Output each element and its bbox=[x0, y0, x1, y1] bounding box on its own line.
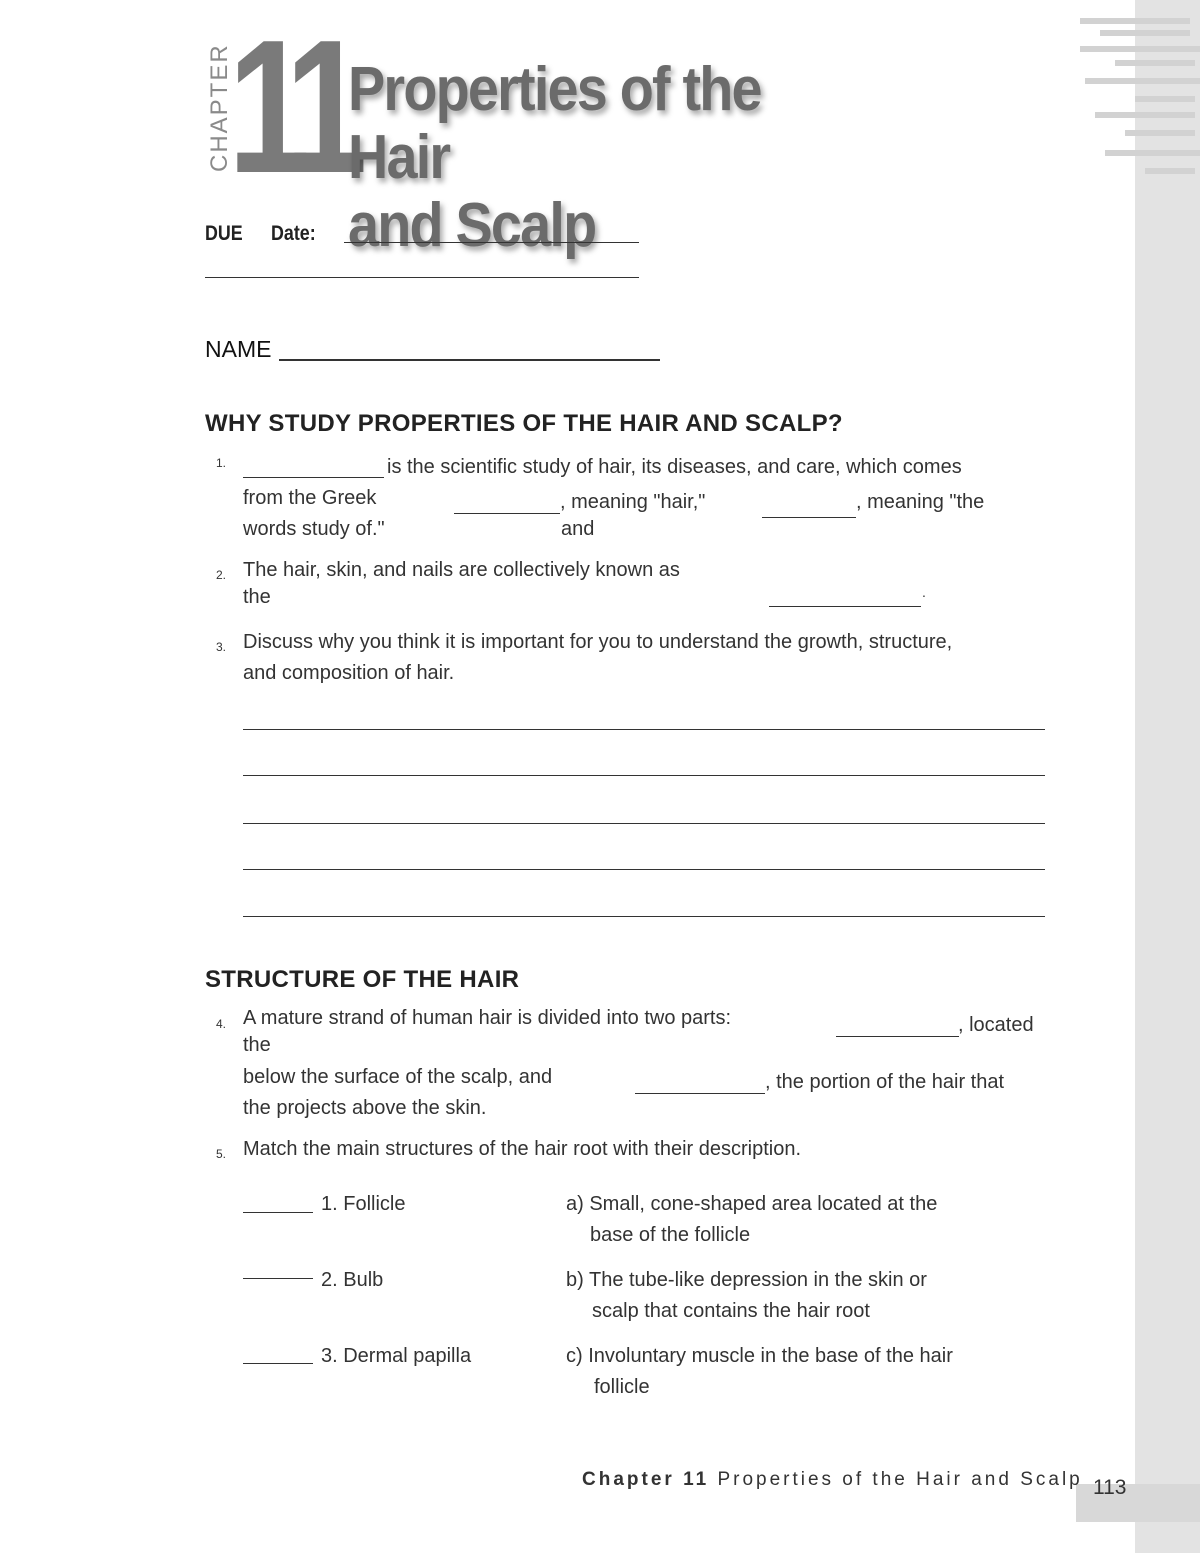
q4-line2: the bbox=[243, 1034, 271, 1056]
match-blank-1[interactable] bbox=[243, 1212, 313, 1213]
chapter-label: CHAPTER bbox=[206, 43, 233, 172]
q3-answer-line[interactable] bbox=[243, 916, 1045, 917]
q1-line2a: from the Greek bbox=[243, 487, 377, 509]
q3-line1: Discuss why you think it is important for you to understand the growth, structure, bbox=[243, 631, 953, 653]
date-field-line[interactable] bbox=[344, 242, 639, 243]
match-blank-3[interactable] bbox=[243, 1363, 313, 1364]
q1-blank-2[interactable] bbox=[454, 513, 560, 514]
footer-chapter-label: Chapter 11 bbox=[582, 1469, 710, 1490]
section-heading-why-study: WHY STUDY PROPERTIES OF THE HAIR AND SCALP? bbox=[205, 410, 843, 437]
q4-line1-end: , located bbox=[958, 1014, 1034, 1036]
q4-line3a: below the surface of the scalp, and bbox=[243, 1066, 553, 1088]
footer-chapter bbox=[582, 1469, 1083, 1491]
q1-blank-1[interactable] bbox=[243, 477, 384, 478]
q2-line2: the bbox=[243, 586, 271, 608]
decorative-side-strip bbox=[1135, 0, 1200, 1553]
name-label: NAME bbox=[205, 336, 272, 362]
question-1-number: 1. bbox=[216, 456, 227, 470]
footer-chapter-title: Properties of the Hair and Scalp bbox=[717, 1469, 1083, 1490]
section-heading-structure: STRUCTURE OF THE HAIR bbox=[205, 966, 520, 993]
question-2-number: 2. bbox=[216, 568, 227, 582]
q4-blank-1[interactable] bbox=[836, 1036, 959, 1037]
q1-line3a: words study of." bbox=[243, 518, 385, 540]
question-5-number: 5. bbox=[216, 1147, 227, 1161]
match-desc-b-line2: scalp that contains the hair root bbox=[592, 1300, 870, 1322]
chapter-number: 11 bbox=[228, 1, 351, 213]
match-term-1: 1. Follicle bbox=[321, 1193, 406, 1215]
chapter-title-line1: Properties of the Hair bbox=[348, 55, 761, 192]
page-number: 113 bbox=[1093, 1476, 1127, 1499]
q1-line2c: , meaning "the bbox=[856, 491, 985, 513]
chapter-title bbox=[348, 56, 852, 260]
due-field-line[interactable] bbox=[205, 277, 639, 278]
match-desc-a-line2: base of the follicle bbox=[590, 1224, 751, 1246]
q3-line2: and composition of hair. bbox=[243, 662, 455, 684]
q3-answer-line[interactable] bbox=[243, 823, 1045, 824]
q1-blank-3[interactable] bbox=[762, 517, 856, 518]
chapter-title-line2: and Scalp bbox=[348, 191, 596, 260]
match-term-3: 3. Dermal papilla bbox=[321, 1345, 472, 1367]
q4-line3b: , the portion of the hair that bbox=[765, 1071, 1005, 1093]
q1-line1: is the scientific study of hair, its diseases, and care, which comes bbox=[387, 456, 962, 478]
match-desc-c-line2: follicle bbox=[594, 1376, 650, 1398]
q1-line2b: , meaning "hair," bbox=[560, 491, 706, 513]
question-4-number: 4. bbox=[216, 1017, 227, 1031]
q5-text: Match the main structures of the hair root with their description. bbox=[243, 1138, 802, 1160]
q3-answer-line[interactable] bbox=[243, 729, 1045, 730]
q2-line1: The hair, skin, and nails are collectively known as bbox=[243, 559, 680, 581]
q4-line4: the projects above the skin. bbox=[243, 1097, 487, 1119]
q2-end: . bbox=[922, 584, 926, 600]
q1-line3b: and bbox=[561, 518, 595, 540]
q2-blank[interactable] bbox=[769, 606, 921, 607]
name-field-line[interactable] bbox=[279, 359, 660, 361]
match-desc-a-line1: a) Small, cone-shaped area located at the bbox=[566, 1193, 938, 1215]
q3-answer-line[interactable] bbox=[243, 869, 1045, 870]
due-label: DUE bbox=[205, 222, 243, 245]
match-blank-2[interactable] bbox=[243, 1278, 313, 1279]
match-desc-c-line1: c) Involuntary muscle in the base of the hair bbox=[566, 1345, 953, 1367]
question-3-number: 3. bbox=[216, 640, 227, 654]
match-term-2: 2. Bulb bbox=[321, 1269, 384, 1291]
q3-answer-line[interactable] bbox=[243, 775, 1045, 776]
q4-blank-2[interactable] bbox=[635, 1093, 765, 1094]
match-desc-b-line1: b) The tube-like depression in the skin or bbox=[566, 1269, 927, 1291]
q4-line1: A mature strand of human hair is divided into two parts: bbox=[243, 1007, 732, 1029]
decorative-stripes bbox=[1080, 0, 1200, 190]
date-label: Date: bbox=[271, 222, 316, 245]
